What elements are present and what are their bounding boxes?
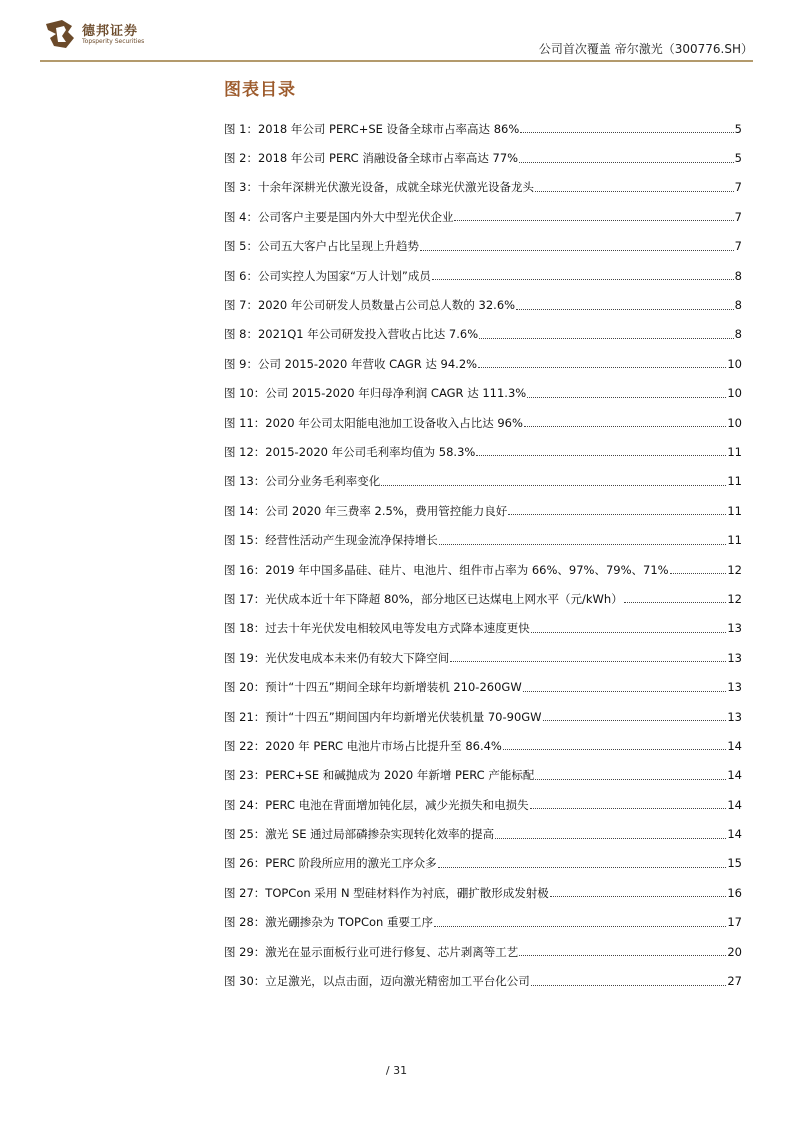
toc-entry-page: 14 bbox=[727, 797, 742, 812]
toc-entry-page: 14 bbox=[727, 768, 742, 783]
toc-entry-label: 图 21：预计“十四五”期间国内年均新增光伏装机量 70-90GW bbox=[224, 709, 542, 724]
toc-entry-label: 图 11：2020 年公司太阳能电池加工设备收入占比达 96% bbox=[224, 415, 523, 430]
toc-entry-label: 图 26：PERC 阶段所应用的激光工序众多 bbox=[224, 856, 437, 871]
toc-leader-dots bbox=[531, 985, 727, 986]
toc-leader-dots bbox=[478, 367, 726, 368]
toc-entry-label: 图 29：激光在显示面板行业可进行修复、芯片剥离等工艺 bbox=[224, 944, 519, 959]
toc-entry[interactable] bbox=[224, 614, 742, 643]
toc-entry-label: 图 20：预计“十四五”期间全球年均新增装机 210-260GW bbox=[224, 680, 522, 695]
toc-entry[interactable] bbox=[224, 437, 742, 466]
toc-entry-page: 16 bbox=[727, 885, 742, 900]
toc-leader-dots bbox=[508, 514, 726, 515]
toc-leader-dots bbox=[519, 955, 726, 956]
toc-entry[interactable] bbox=[224, 672, 742, 701]
toc-entry-page: 7 bbox=[734, 239, 742, 254]
toc-entry[interactable] bbox=[224, 232, 742, 261]
toc-leader-dots bbox=[527, 397, 726, 398]
toc-leader-dots bbox=[543, 720, 727, 721]
toc-entry[interactable] bbox=[224, 819, 742, 848]
toc-entry-page: 11 bbox=[727, 533, 742, 548]
toc-entry-label: 图 4：公司客户主要是国内外大中型光伏企业 bbox=[224, 209, 454, 224]
toc-entry-label: 图 27：TOPCon 采用 N 型硅材料作为衬底，硼扩散形成发射极 bbox=[224, 885, 549, 900]
toc-entry-page: 14 bbox=[727, 827, 742, 842]
toc-entry[interactable] bbox=[224, 555, 742, 584]
toc-entry[interactable] bbox=[224, 202, 742, 231]
toc-entry[interactable] bbox=[224, 261, 742, 290]
toc-entry-page: 5 bbox=[734, 151, 742, 166]
toc-entry-page: 17 bbox=[727, 915, 742, 930]
toc-entry-label: 图 25：激光 SE 通过局部磷掺杂实现转化效率的提高 bbox=[224, 827, 495, 842]
toc-entry-page: 15 bbox=[727, 856, 742, 871]
toc-leader-dots bbox=[550, 896, 727, 897]
toc-entry[interactable] bbox=[224, 878, 742, 907]
toc-entry[interactable] bbox=[224, 173, 742, 202]
toc-entry-page: 11 bbox=[727, 474, 742, 489]
toc-leader-dots bbox=[670, 573, 727, 574]
toc-leader-dots bbox=[450, 661, 726, 662]
figure-toc-list bbox=[224, 114, 742, 996]
toc-leader-dots bbox=[420, 250, 734, 251]
toc-leader-dots bbox=[439, 544, 727, 545]
toc-entry-label: 图 18：过去十年光伏发电相较风电等发电方式降本速度更快 bbox=[224, 621, 530, 636]
toc-entry-page: 13 bbox=[727, 680, 742, 695]
toc-entry[interactable] bbox=[224, 702, 742, 731]
toc-leader-dots bbox=[624, 602, 727, 603]
page-title: 图表目录 bbox=[224, 80, 296, 100]
toc-entry-page: 20 bbox=[727, 944, 742, 959]
toc-entry[interactable] bbox=[224, 290, 742, 319]
header-report-title: 公司首次覆盖 帝尔激光（300776.SH） bbox=[538, 42, 753, 56]
toc-entry-label: 图 22：2020 年 PERC 电池片市场占比提升至 86.4% bbox=[224, 738, 502, 753]
company-logo-icon bbox=[42, 16, 78, 52]
toc-leader-dots bbox=[454, 220, 733, 221]
toc-leader-dots bbox=[530, 808, 727, 809]
toc-entry[interactable] bbox=[224, 467, 742, 496]
toc-leader-dots bbox=[524, 426, 726, 427]
toc-entry-page: 13 bbox=[727, 650, 742, 665]
toc-entry-page: 13 bbox=[727, 621, 742, 636]
toc-entry-label: 图 9：公司 2015-2020 年营收 CAGR 达 94.2% bbox=[224, 356, 478, 371]
toc-entry-page: 10 bbox=[727, 386, 742, 401]
toc-entry-page: 7 bbox=[734, 180, 742, 195]
toc-entry-page: 11 bbox=[727, 503, 742, 518]
toc-entry-label: 图 7：2020 年公司研发人员数量占公司总人数的 32.6% bbox=[224, 298, 516, 313]
logo-cn-text: 德邦证券 bbox=[82, 24, 139, 39]
toc-entry[interactable] bbox=[224, 731, 742, 760]
toc-leader-dots bbox=[523, 691, 727, 692]
toc-entry-page: 10 bbox=[727, 415, 742, 430]
toc-entry[interactable] bbox=[224, 379, 742, 408]
toc-entry-label: 图 13：公司分业务毛利率变化 bbox=[224, 474, 381, 489]
toc-entry[interactable] bbox=[224, 525, 742, 554]
toc-entry[interactable] bbox=[224, 761, 742, 790]
toc-entry-page: 14 bbox=[727, 738, 742, 753]
toc-entry-page: 12 bbox=[727, 591, 742, 606]
toc-leader-dots bbox=[434, 926, 726, 927]
logo-en-text: Topsperity Securities bbox=[82, 38, 145, 45]
toc-entry-page: 13 bbox=[727, 709, 742, 724]
toc-leader-dots bbox=[535, 779, 726, 780]
toc-leader-dots bbox=[503, 749, 727, 750]
toc-leader-dots bbox=[520, 132, 733, 133]
toc-leader-dots bbox=[476, 455, 726, 456]
toc-entry[interactable] bbox=[224, 937, 742, 966]
toc-leader-dots bbox=[479, 338, 734, 339]
toc-entry-label: 图 3：十余年深耕光伏激光设备，成就全球光伏激光设备龙头 bbox=[224, 180, 534, 195]
toc-entry[interactable] bbox=[224, 849, 742, 878]
toc-entry-page: 8 bbox=[734, 298, 742, 313]
toc-entry[interactable] bbox=[224, 349, 742, 378]
toc-entry[interactable] bbox=[224, 908, 742, 937]
toc-entry-label: 图 28：激光硼掺杂为 TOPCon 重要工序 bbox=[224, 915, 433, 930]
toc-entry-label: 图 24：PERC 电池在背面增加钝化层，减少光损失和电损失 bbox=[224, 797, 529, 812]
toc-entry-label: 图 12：2015-2020 年公司毛利率均值为 58.3% bbox=[224, 444, 476, 459]
toc-entry[interactable] bbox=[224, 408, 742, 437]
toc-entry-page: 7 bbox=[734, 209, 742, 224]
toc-entry-label: 图 19：光伏发电成本未来仍有较大下降空间 bbox=[224, 650, 450, 665]
toc-leader-dots bbox=[535, 191, 734, 192]
toc-entry-page: 8 bbox=[734, 327, 742, 342]
toc-entry[interactable] bbox=[224, 143, 742, 172]
toc-entry[interactable] bbox=[224, 966, 742, 995]
toc-entry-label: 图 10：公司 2015-2020 年归母净利润 CAGR 达 111.3% bbox=[224, 386, 527, 401]
toc-entry-page: 27 bbox=[727, 974, 742, 989]
toc-leader-dots bbox=[495, 838, 726, 839]
toc-entry-page: 8 bbox=[734, 268, 742, 283]
toc-leader-dots bbox=[438, 867, 727, 868]
toc-entry-page: 10 bbox=[727, 356, 742, 371]
toc-entry-page: 11 bbox=[727, 444, 742, 459]
logo bbox=[42, 16, 162, 56]
toc-entry-label: 图 17：光伏成本近十年下降超 80%，部分地区已达煤电上网水平（元/kWh） bbox=[224, 591, 623, 606]
toc-entry-page: 12 bbox=[727, 562, 742, 577]
toc-entry-label: 图 23：PERC+SE 和碱抛成为 2020 年新增 PERC 产能标配 bbox=[224, 768, 535, 783]
toc-entry-page: 5 bbox=[734, 121, 742, 136]
toc-entry-label: 图 6：公司实控人为国家“万人计划”成员 bbox=[224, 268, 431, 283]
toc-entry[interactable] bbox=[224, 584, 742, 613]
toc-entry-label: 图 1：2018 年公司 PERC+SE 设备全球市占率高达 86% bbox=[224, 121, 520, 136]
toc-entry-label: 图 2：2018 年公司 PERC 消融设备全球市占率高达 77% bbox=[224, 151, 519, 166]
toc-entry-label: 图 16：2019 年中国多晶硅、硅片、电池片、组件市占率为 66%、97%、79%、71% bbox=[224, 562, 669, 577]
toc-entry[interactable] bbox=[224, 496, 742, 525]
toc-entry-label: 图 5：公司五大客户占比呈现上升趋势 bbox=[224, 239, 419, 254]
toc-leader-dots bbox=[516, 309, 734, 310]
page-number: / 31 bbox=[385, 1064, 408, 1077]
toc-leader-dots bbox=[519, 162, 734, 163]
toc-leader-dots bbox=[381, 485, 726, 486]
toc-entry[interactable] bbox=[224, 643, 742, 672]
toc-entry-label: 图 14：公司 2020 年三费率 2.5%，费用管控能力良好 bbox=[224, 503, 508, 518]
toc-entry-label: 图 15：经营性活动产生现金流净保持增长 bbox=[224, 533, 438, 548]
toc-entry-label: 图 8：2021Q1 年公司研发投入营收占比达 7.6% bbox=[224, 327, 479, 342]
toc-entry-label: 图 30：立足激光，以点击面，迈向激光精密加工平台化公司 bbox=[224, 974, 530, 989]
toc-entry[interactable] bbox=[224, 320, 742, 349]
toc-entry[interactable] bbox=[224, 114, 742, 143]
header-divider bbox=[40, 60, 753, 62]
toc-leader-dots bbox=[531, 632, 727, 633]
toc-leader-dots bbox=[432, 279, 734, 280]
toc-entry[interactable] bbox=[224, 790, 742, 819]
